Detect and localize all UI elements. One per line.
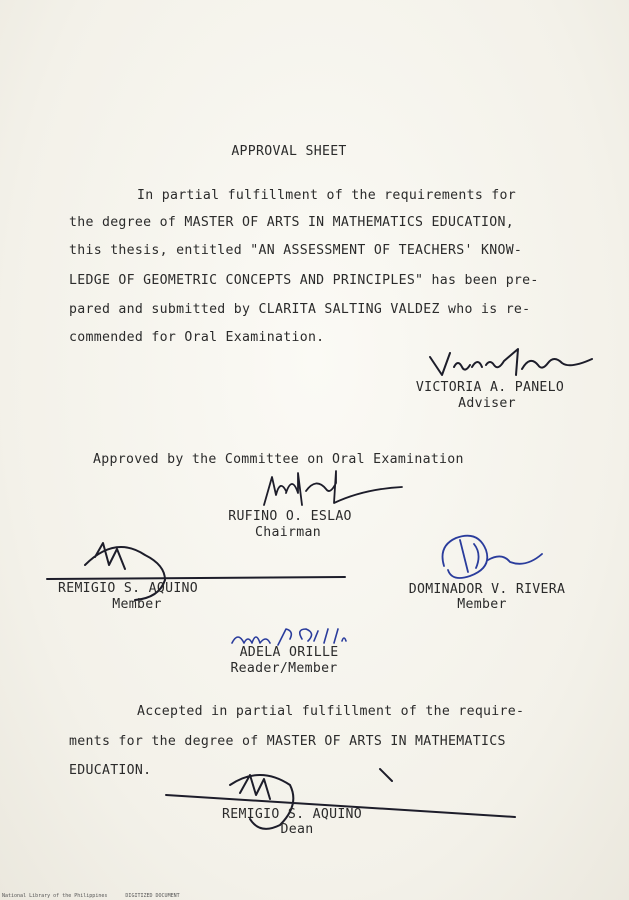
- chairman-role: Chairman: [255, 525, 321, 540]
- document-title: APPROVAL SHEET: [231, 144, 347, 159]
- dean-role: Dean: [280, 822, 314, 837]
- adviser-name: VICTORIA A. PANELO: [415, 380, 565, 395]
- member-right-role: Member: [457, 597, 507, 612]
- paragraph-1-line-3: this thesis, entitled "AN ASSESSMENT OF TEACHERS' KNOW-: [69, 243, 523, 258]
- committee-line: Approved by the Committee on Oral Examination: [93, 452, 464, 467]
- adviser-role: Adviser: [458, 396, 516, 411]
- reader-role: Reader/Member: [230, 661, 338, 676]
- dean-name: REMIGIO S. AQUINO: [221, 807, 363, 822]
- chairman-signature: [250, 465, 410, 515]
- chairman-name: RUFINO O. ESLAO: [228, 509, 352, 524]
- paragraph-2-line-3: EDUCATION.: [69, 763, 152, 778]
- paragraph-2-line-2: ments for the degree of MASTER OF ARTS IN MATHEMATICS: [69, 734, 506, 749]
- paragraph-1-line-6: commended for Oral Examination.: [69, 330, 325, 345]
- paragraph-1-line-5: pared and submitted by CLARITA SALTING VALDEZ who is re-: [69, 302, 531, 317]
- dean-signature: [160, 765, 530, 835]
- footer-caption: National Library of the Philippines DIGITIZED DOCUMENT: [2, 893, 180, 899]
- member-left-role: Member: [112, 597, 162, 612]
- paragraph-2-line-1: Accepted in partial fulfillment of the require-: [137, 704, 525, 719]
- adviser-signature: [420, 345, 600, 385]
- paragraph-1-line-2: the degree of MASTER OF ARTS IN MATHEMATICS EDUCATION,: [69, 215, 514, 230]
- member-right-name: DOMINADOR V. RIVERA: [408, 582, 566, 597]
- reader-name: ADELA ORILLE: [239, 645, 339, 660]
- paragraph-1-line-1: In partial fulfillment of the requirements for: [137, 188, 517, 203]
- member-left-name: REMIGIO S. AQUINO: [57, 581, 199, 596]
- paragraph-1-line-4: LEDGE OF GEOMETRIC CONCEPTS AND PRINCIPLES" has been pre-: [69, 273, 539, 288]
